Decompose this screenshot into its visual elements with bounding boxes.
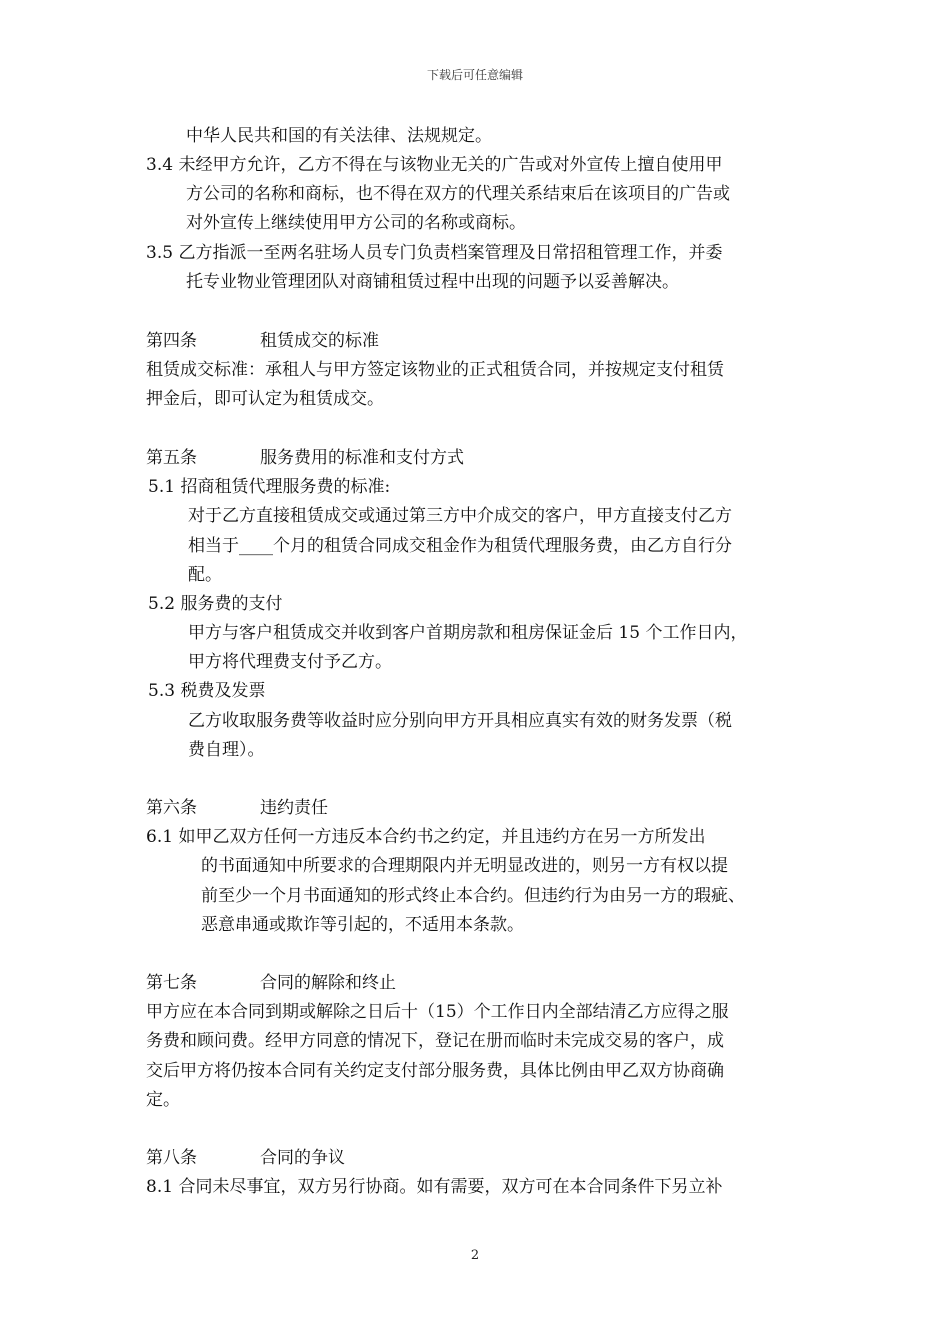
section-number: 第七条 [146,973,197,993]
body-line: 对于乙方直接租赁成交或通过第三方中介成交的客户，甲方直接支付乙方 [188,506,732,526]
body-line: 中华人民共和国的有关法律、法规规定。 [186,126,492,146]
body-line: 相当于____个月的租赁合同成交租金作为租赁代理服务费，由乙方自行分 [188,536,732,556]
clause-3-5: 3.5 乙方指派一至两名驻场人员专门负责档案管理及日常招租管理工作，并委 [146,243,723,263]
body-line: 对外宣传上继续使用甲方公司的名称或商标。 [186,213,526,233]
section-number: 第五条 [146,448,197,468]
section-title: 违约责任 [260,798,328,818]
section-heading-8 [146,1146,345,1170]
body-line: 前至少一个月书面通知的形式终止本合约。但违约行为由另一方的瑕疵、 [201,886,745,906]
body-line: 甲方与客户租赁成交并收到客户首期房款和租房保证金后 15 个工作日内， [188,623,748,643]
section-title: 服务费用的标准和支付方式 [260,448,464,468]
clause-8-1: 8.1 合同未尽事宜，双方另行协商。如有需要，双方可在本合同条件下另立补 [146,1177,723,1197]
body-line: 甲方应在本合同到期或解除之日后十（15）个工作日内全部结清乙方应得之服 [146,1002,729,1022]
section-title: 合同的争议 [260,1148,345,1168]
body-line: 托专业物业管理团队对商铺租赁过程中出现的问题予以妥善解决。 [186,272,679,292]
clause-6-1: 6.1 如甲乙双方任何一方违反本合约书之约定，并且违约方在另一方所发出 [146,827,706,847]
section-heading-6 [146,796,328,820]
body-line: 方公司的名称和商标，也不得在双方的代理关系结束后在该项目的广告或 [186,184,730,204]
section-title: 租赁成交的标准 [260,331,379,351]
section-heading-5 [146,446,464,470]
body-line: 恶意串通或欺诈等引起的，不适用本条款。 [201,915,524,935]
page-header: 下载后可任意编辑 [426,68,523,82]
body-line: 乙方收取服务费等收益时应分别向甲方开具相应真实有效的财务发票（税 [188,711,732,731]
body-line: 费自理）。 [188,740,265,760]
body-line: 押金后，即可认定为租赁成交。 [146,389,384,409]
section-title: 合同的解除和终止 [260,973,396,993]
section-number: 第六条 [146,798,197,818]
clause-5-3: 5.3 税费及发票 [148,681,266,701]
section-heading-7 [146,971,396,995]
clause-3-4: 3.4 未经甲方允许，乙方不得在与该物业无关的广告或对外宣传上擅自使用甲 [146,155,723,175]
clause-5-2: 5.2 服务费的支付 [148,594,283,614]
body-line: 定。 [146,1090,180,1110]
body-line: 交后甲方将仍按本合同有关约定支付部分服务费，具体比例由甲乙双方协商确 [146,1061,724,1081]
section-number: 第八条 [146,1148,197,1168]
body-line: 配。 [188,565,222,585]
section-heading-4 [146,329,379,353]
body-line: 租赁成交标准：承租人与甲方签定该物业的正式租赁合同，并按规定支付租赁 [146,360,724,380]
body-line: 甲方将代理费支付予乙方。 [188,652,392,672]
page-number: 2 [470,1248,480,1263]
body-line: 务费和顾问费。经甲方同意的情况下，登记在册而临时未完成交易的客户，成 [146,1031,724,1051]
section-number: 第四条 [146,331,197,351]
body-line: 的书面通知中所要求的合理期限内并无明显改进的，则另一方有权以提 [201,856,728,876]
clause-5-1: 5.1 招商租赁代理服务费的标准: [148,477,391,497]
